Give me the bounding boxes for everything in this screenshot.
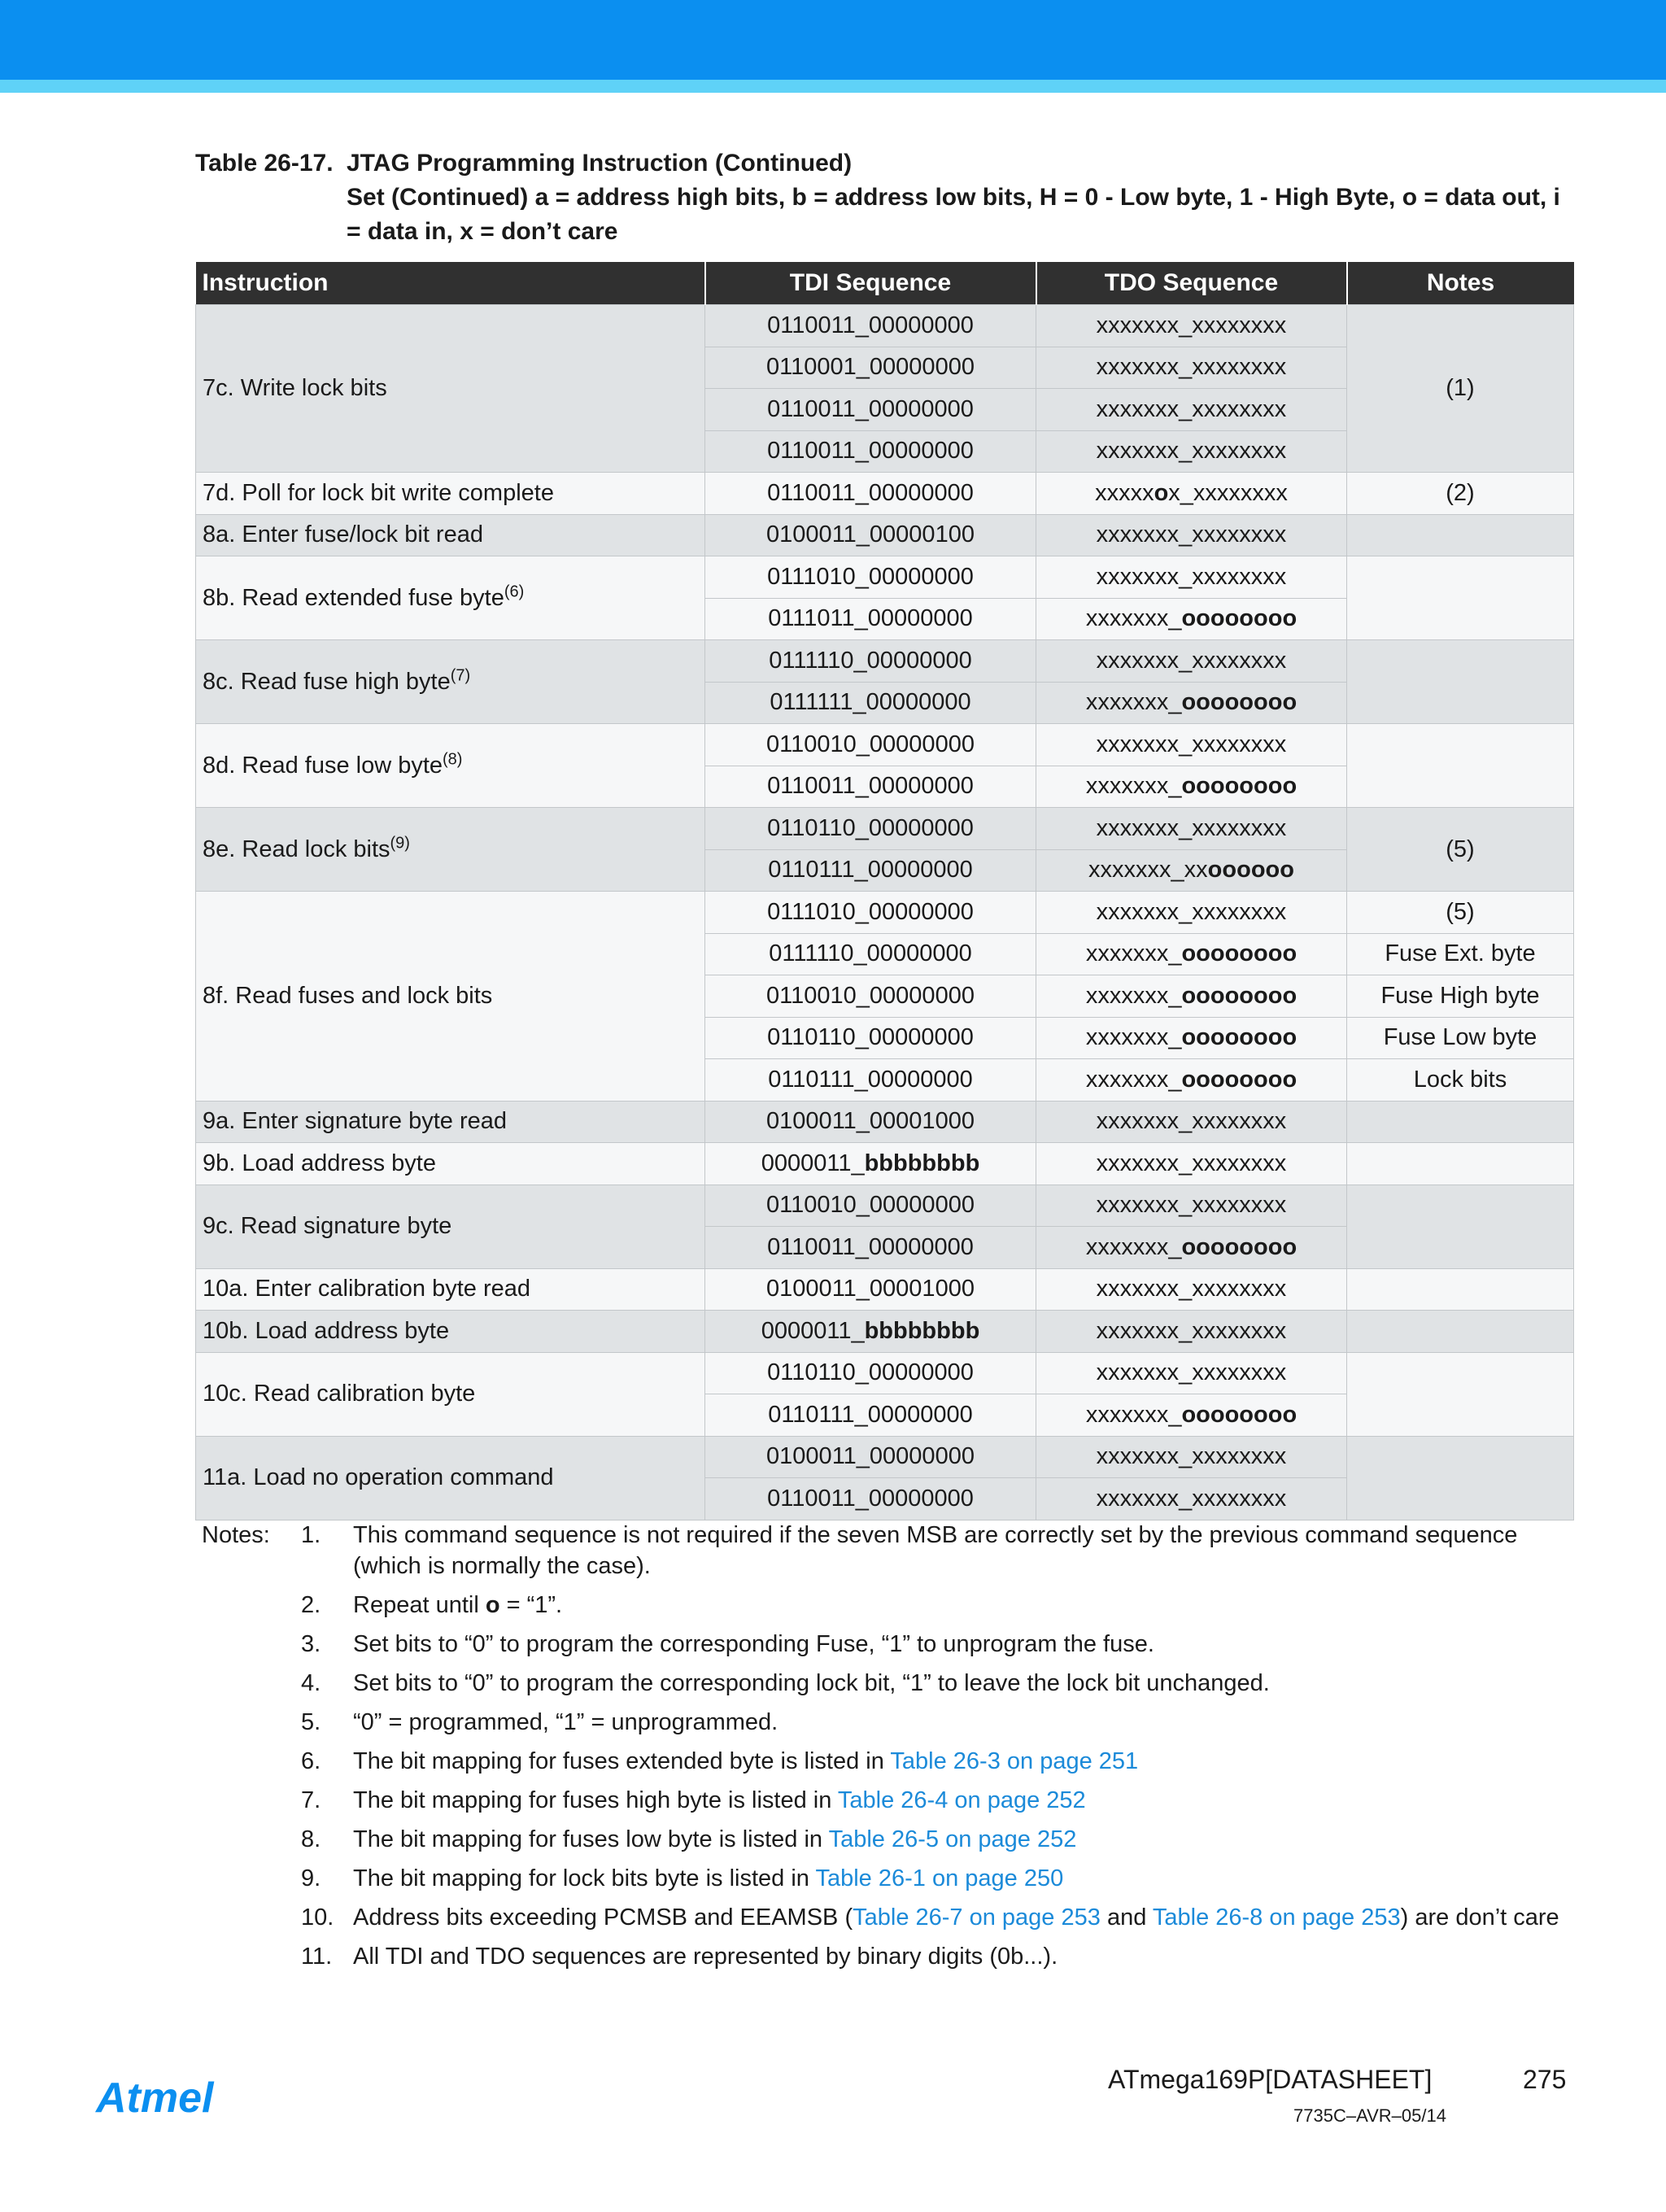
tdo-cell — [1036, 1017, 1347, 1059]
table-row — [196, 724, 1574, 766]
notes-label: Notes: — [202, 1522, 270, 1548]
table-row — [196, 556, 1574, 599]
top-banner-stripe — [0, 80, 1666, 93]
tdo-cell: xxxxxxx_xxxxxxxx — [1036, 640, 1347, 683]
tdo-cell: xxxxxxx_xxxxxxxx — [1036, 389, 1347, 431]
instruction-cell — [196, 640, 705, 724]
notes-cell — [1347, 640, 1574, 724]
note-8 — [202, 1824, 1585, 1855]
tdi-cell: 0110011_00000000 — [705, 389, 1036, 431]
notes-cell — [1347, 1143, 1574, 1185]
tdo-cell — [1036, 682, 1347, 724]
tdo-cell — [1036, 849, 1347, 892]
note-text: and — [1100, 1904, 1153, 1931]
notes-cell: (5) — [1347, 808, 1574, 892]
note-text: Set bits to “0” to program the corresponding lock bit, “1” to leave the lock bit unchanged. — [353, 1670, 1270, 1696]
note-text: All TDI and TDO sequences are represented by binary digits (0b...). — [353, 1944, 1058, 1970]
note-10 — [202, 1902, 1585, 1933]
header-tdo: TDO Sequence — [1036, 262, 1347, 305]
tdo-text: x_xxxxxxxx — [1168, 479, 1288, 506]
instruction-text: 8c. Read fuse high byte — [203, 668, 451, 695]
tdo-cell — [1036, 1059, 1347, 1102]
tdo-text: xxxxxxx_ — [1085, 1233, 1182, 1260]
group-10c — [196, 1352, 1574, 1436]
tdo-cell: xxxxxxx_xxxxxxxx — [1036, 1478, 1347, 1520]
header-notes: Notes — [1347, 262, 1574, 305]
group-9b — [196, 1143, 1574, 1185]
tdo-text: xxxxxxx_xx — [1088, 857, 1208, 883]
group-10a — [196, 1268, 1574, 1311]
tdo-cell: xxxxxxx_xxxxxxxx — [1036, 1268, 1347, 1311]
notes-cell — [1347, 1101, 1574, 1143]
tdo-bold-text: oooooooo — [1181, 1233, 1297, 1260]
table-row — [196, 1143, 1574, 1185]
tdo-cell: xxxxxxx_xxxxxxxx — [1036, 1185, 1347, 1227]
table-row — [196, 1311, 1574, 1353]
tdo-cell: xxxxxxx_xxxxxxxx — [1036, 1352, 1347, 1394]
tdo-text: xxxxxxx_ — [1085, 773, 1182, 800]
instruction-cell: 10a. Enter calibration byte read — [196, 1268, 705, 1311]
tdo-text: xxxxxxx_ — [1085, 689, 1182, 716]
tdi-cell: 0111010_00000000 — [705, 556, 1036, 599]
group-8b — [196, 556, 1574, 640]
notes-cell: Fuse Low byte — [1347, 1017, 1574, 1059]
tdo-bold-text: oooooooo — [1181, 689, 1297, 716]
footer-doc-id: 7735C–AVR–05/14 — [1293, 2105, 1446, 2126]
notes-cell — [1347, 1436, 1574, 1520]
note-1 — [202, 1520, 1585, 1582]
tdi-cell: 0110010_00000000 — [705, 724, 1036, 766]
tdo-cell: xxxxxxx_xxxxxxxx — [1036, 892, 1347, 934]
tdo-bold-text: oooooo — [1207, 857, 1294, 883]
note-number: 10. — [301, 1904, 334, 1931]
tdo-bold-text: oooooooo — [1181, 940, 1297, 967]
instruction-text: 8b. Read extended fuse byte — [203, 584, 504, 611]
tdo-cell — [1036, 598, 1347, 640]
tdo-cell: xxxxxxx_xxxxxxxx — [1036, 1101, 1347, 1143]
note-number: 9. — [301, 1865, 321, 1891]
note-text: Repeat until — [353, 1592, 486, 1618]
tdi-cell: 0111111_00000000 — [705, 682, 1036, 724]
group-8e — [196, 808, 1574, 892]
tdi-cell: 0110010_00000000 — [705, 1185, 1036, 1227]
tdo-cell: xxxxxxx_xxxxxxxx — [1036, 1311, 1347, 1353]
tdo-cell: xxxxxxx_xxxxxxxx — [1036, 556, 1347, 599]
footnote-ref: (9) — [390, 833, 410, 852]
tdi-cell: 0110110_00000000 — [705, 808, 1036, 850]
tdi-cell: 0111110_00000000 — [705, 640, 1036, 683]
tdi-cell — [705, 1143, 1036, 1185]
tdo-cell — [1036, 1227, 1347, 1269]
tdi-cell: 0110010_00000000 — [705, 975, 1036, 1018]
top-banner — [0, 0, 1666, 80]
instruction-text: 8d. Read fuse low byte — [203, 752, 443, 779]
tdi-cell: 0110111_00000000 — [705, 1059, 1036, 1102]
note-text: This command sequence is not required if the seven MSB are correctly set by the previous command sequence (which is normally the case). — [353, 1522, 1518, 1579]
table-notes — [202, 1520, 1585, 1980]
tdo-cell — [1036, 766, 1347, 808]
note-number: 3. — [301, 1631, 321, 1657]
instruction-cell: 7c. Write lock bits — [196, 305, 705, 473]
group-8c — [196, 640, 1574, 724]
tdo-cell — [1036, 1394, 1347, 1437]
caption-label: Table 26-17. — [195, 150, 334, 177]
note-number: 8. — [301, 1826, 321, 1852]
tdi-cell: 0110110_00000000 — [705, 1352, 1036, 1394]
tdi-cell: 0110011_00000000 — [705, 430, 1036, 473]
note-9 — [202, 1863, 1585, 1894]
tdo-cell: xxxxxxx_xxxxxxxx — [1036, 1436, 1347, 1478]
instruction-cell — [196, 724, 705, 808]
table-row — [196, 1185, 1574, 1227]
table-link[interactable]: Table 26-8 on page 253 — [1152, 1904, 1401, 1931]
tdo-cell — [1036, 473, 1347, 515]
tdo-text: xxxxxxx_ — [1085, 1401, 1182, 1428]
notes-cell — [1347, 724, 1574, 808]
note-text: = “1”. — [499, 1592, 563, 1618]
tdi-cell: 0110110_00000000 — [705, 1017, 1036, 1059]
table-row — [196, 1436, 1574, 1478]
tdi-cell: 0110011_00000000 — [705, 305, 1036, 347]
tdo-bold-text: oooooooo — [1181, 1024, 1297, 1051]
note-3 — [202, 1629, 1585, 1660]
group-11a — [196, 1436, 1574, 1520]
tdi-cell: 0110111_00000000 — [705, 1394, 1036, 1437]
instruction-cell — [196, 808, 705, 892]
instruction-cell: 10b. Load address byte — [196, 1311, 705, 1353]
instruction-cell: 9c. Read signature byte — [196, 1185, 705, 1268]
tdi-cell — [705, 1311, 1036, 1353]
atmel-logo-text: Atmel — [96, 2075, 214, 2122]
group-9a — [196, 1101, 1574, 1143]
note-number: 7. — [301, 1787, 321, 1813]
table-caption — [195, 146, 1578, 249]
notes-cell: Fuse Ext. byte — [1347, 933, 1574, 975]
notes-cell — [1347, 1352, 1574, 1436]
tdi-cell: 0110011_00000000 — [705, 766, 1036, 808]
instruction-cell — [196, 556, 705, 640]
table-row — [196, 640, 1574, 683]
note-text: Address bits exceeding PCMSB and EEAMSB ( — [353, 1904, 853, 1931]
group-9c — [196, 1185, 1574, 1268]
group-10b — [196, 1311, 1574, 1353]
tdi-cell: 0110001_00000000 — [705, 347, 1036, 389]
table-row — [196, 1101, 1574, 1143]
table-row — [196, 1268, 1574, 1311]
instruction-text: 8e. Read lock bits — [203, 835, 390, 862]
table-row — [196, 514, 1574, 556]
tdo-cell: xxxxxxx_xxxxxxxx — [1036, 347, 1347, 389]
instruction-cell: 9a. Enter signature byte read — [196, 1101, 705, 1143]
tdo-cell: xxxxxxx_xxxxxxxx — [1036, 724, 1347, 766]
tdi-cell: 0111010_00000000 — [705, 892, 1036, 934]
notes-cell: Fuse High byte — [1347, 975, 1574, 1018]
group-8a — [196, 514, 1574, 556]
note-number: 11. — [301, 1944, 333, 1970]
instruction-cell: 9b. Load address byte — [196, 1143, 705, 1185]
tdo-bold-text: oooooooo — [1181, 982, 1297, 1009]
group-7d — [196, 473, 1574, 515]
tdo-cell: xxxxxxx_xxxxxxxx — [1036, 430, 1347, 473]
note-text: The bit mapping for fuses high byte is listed in — [353, 1787, 838, 1813]
table-row — [196, 473, 1574, 515]
note-number: 5. — [301, 1709, 321, 1735]
tdo-text: xxxxx — [1095, 479, 1154, 506]
notes-cell — [1347, 556, 1574, 640]
tdi-cell: 0100011_00000100 — [705, 514, 1036, 556]
tdo-text: xxxxxxx_ — [1085, 605, 1182, 632]
group-8d — [196, 724, 1574, 808]
note-4 — [202, 1668, 1585, 1699]
tdo-bold-text: oooooooo — [1181, 1401, 1297, 1428]
note-number: 1. — [301, 1522, 321, 1548]
note-11 — [202, 1941, 1585, 1972]
note-text: ) are don’t care — [1400, 1904, 1559, 1931]
tdo-bold-text: o — [1154, 479, 1169, 506]
tdi-text: 0000011_ — [761, 1317, 865, 1344]
tdi-bold-text: bbbbbbbb — [864, 1317, 980, 1344]
instruction-cell: 10c. Read calibration byte — [196, 1352, 705, 1436]
note-7 — [202, 1785, 1585, 1816]
footer-doc-title: ATmega169P[DATASHEET] — [1108, 2065, 1433, 2094]
tdo-text: xxxxxxx_ — [1085, 982, 1182, 1009]
table-row — [196, 1352, 1574, 1394]
tdo-cell: xxxxxxx_xxxxxxxx — [1036, 514, 1347, 556]
jtag-instruction-table — [195, 262, 1574, 1520]
header-instruction: Instruction — [196, 262, 705, 305]
table-row — [196, 305, 1574, 347]
table-link[interactable]: Table 26-1 on page 250 — [815, 1865, 1064, 1891]
note-text: “0” = programmed, “1” = unprogrammed. — [353, 1709, 778, 1735]
tdo-bold-text: oooooooo — [1181, 605, 1297, 632]
note-text: Set bits to “0” to program the corresponding Fuse, “1” to unprogram the fuse. — [353, 1631, 1154, 1657]
note-number: 6. — [301, 1748, 321, 1774]
atmel-logo — [94, 2073, 249, 2126]
page-number: 275 — [1523, 2065, 1567, 2094]
table-header-row — [196, 262, 1574, 305]
notes-cell: (5) — [1347, 892, 1574, 934]
tdi-cell: 0100011_00001000 — [705, 1101, 1036, 1143]
notes-cell — [1347, 1268, 1574, 1311]
caption-title: JTAG Programming Instruction (Continued) — [347, 150, 853, 177]
notes-cell — [1347, 1311, 1574, 1353]
tdo-cell: xxxxxxx_xxxxxxxx — [1036, 305, 1347, 347]
table-row — [196, 892, 1574, 934]
note-6 — [202, 1746, 1585, 1777]
notes-cell — [1347, 1185, 1574, 1268]
tdo-cell: xxxxxxx_xxxxxxxx — [1036, 1143, 1347, 1185]
instruction-cell: 11a. Load no operation command — [196, 1436, 705, 1520]
header-tdi: TDI Sequence — [705, 262, 1036, 305]
notes-cell — [1347, 514, 1574, 556]
tdi-cell: 0110011_00000000 — [705, 1227, 1036, 1269]
table-link[interactable]: Table 26-5 on page 252 — [828, 1826, 1077, 1852]
note-number: 2. — [301, 1592, 321, 1618]
tdi-text: 0000011_ — [761, 1150, 865, 1176]
notes-cell: (2) — [1347, 473, 1574, 515]
note-5 — [202, 1707, 1585, 1738]
tdi-cell: 0110011_00000000 — [705, 1478, 1036, 1520]
footnote-ref: (7) — [450, 665, 471, 684]
note-bold-text: o — [485, 1592, 500, 1618]
table-link[interactable]: Table 26-3 on page 251 — [890, 1748, 1139, 1774]
group-8f — [196, 892, 1574, 1102]
instruction-cell: 8a. Enter fuse/lock bit read — [196, 514, 705, 556]
atmel-logo-icon — [94, 2073, 249, 2122]
table-row — [196, 808, 1574, 850]
tdo-text: xxxxxxx_ — [1085, 1066, 1182, 1093]
tdo-bold-text: oooooooo — [1181, 773, 1297, 800]
tdo-cell — [1036, 975, 1347, 1018]
tdo-cell — [1036, 933, 1347, 975]
tdo-text: xxxxxxx_ — [1085, 940, 1182, 967]
tdi-cell: 0110111_00000000 — [705, 849, 1036, 892]
tdi-cell: 0111110_00000000 — [705, 933, 1036, 975]
note-text: The bit mapping for lock bits byte is listed in — [353, 1865, 816, 1891]
table-link[interactable]: Table 26-7 on page 253 — [853, 1904, 1101, 1931]
note-text: The bit mapping for fuses low byte is listed in — [353, 1826, 829, 1852]
notes-cell: Lock bits — [1347, 1059, 1574, 1102]
tdi-cell: 0111011_00000000 — [705, 598, 1036, 640]
tdi-cell: 0100011_00000000 — [705, 1436, 1036, 1478]
note-2 — [202, 1590, 1585, 1621]
tdi-cell: 0100011_00001000 — [705, 1268, 1036, 1311]
tdo-cell: xxxxxxx_xxxxxxxx — [1036, 808, 1347, 850]
tdi-cell: 0110011_00000000 — [705, 473, 1036, 515]
instruction-cell: 8f. Read fuses and lock bits — [196, 892, 705, 1102]
instruction-cell: 7d. Poll for lock bit write complete — [196, 473, 705, 515]
tdo-text: xxxxxxx_ — [1085, 1024, 1182, 1051]
tdi-bold-text: bbbbbbbb — [864, 1150, 980, 1176]
group-7c — [196, 305, 1574, 473]
caption-subtitle: Set (Continued) a = address high bits, b = address low bits, H = 0 - Low byte, 1 - High Byte, o = data out, i = data in, x = don’t care — [347, 184, 1560, 245]
note-text: The bit mapping for fuses extended byte is listed in — [353, 1748, 891, 1774]
footnote-ref: (6) — [504, 582, 525, 600]
note-number: 4. — [301, 1670, 321, 1696]
tdo-bold-text: oooooooo — [1181, 1066, 1297, 1093]
footnote-ref: (8) — [443, 749, 463, 768]
table-link[interactable]: Table 26-4 on page 252 — [837, 1787, 1086, 1813]
notes-cell: (1) — [1347, 305, 1574, 473]
